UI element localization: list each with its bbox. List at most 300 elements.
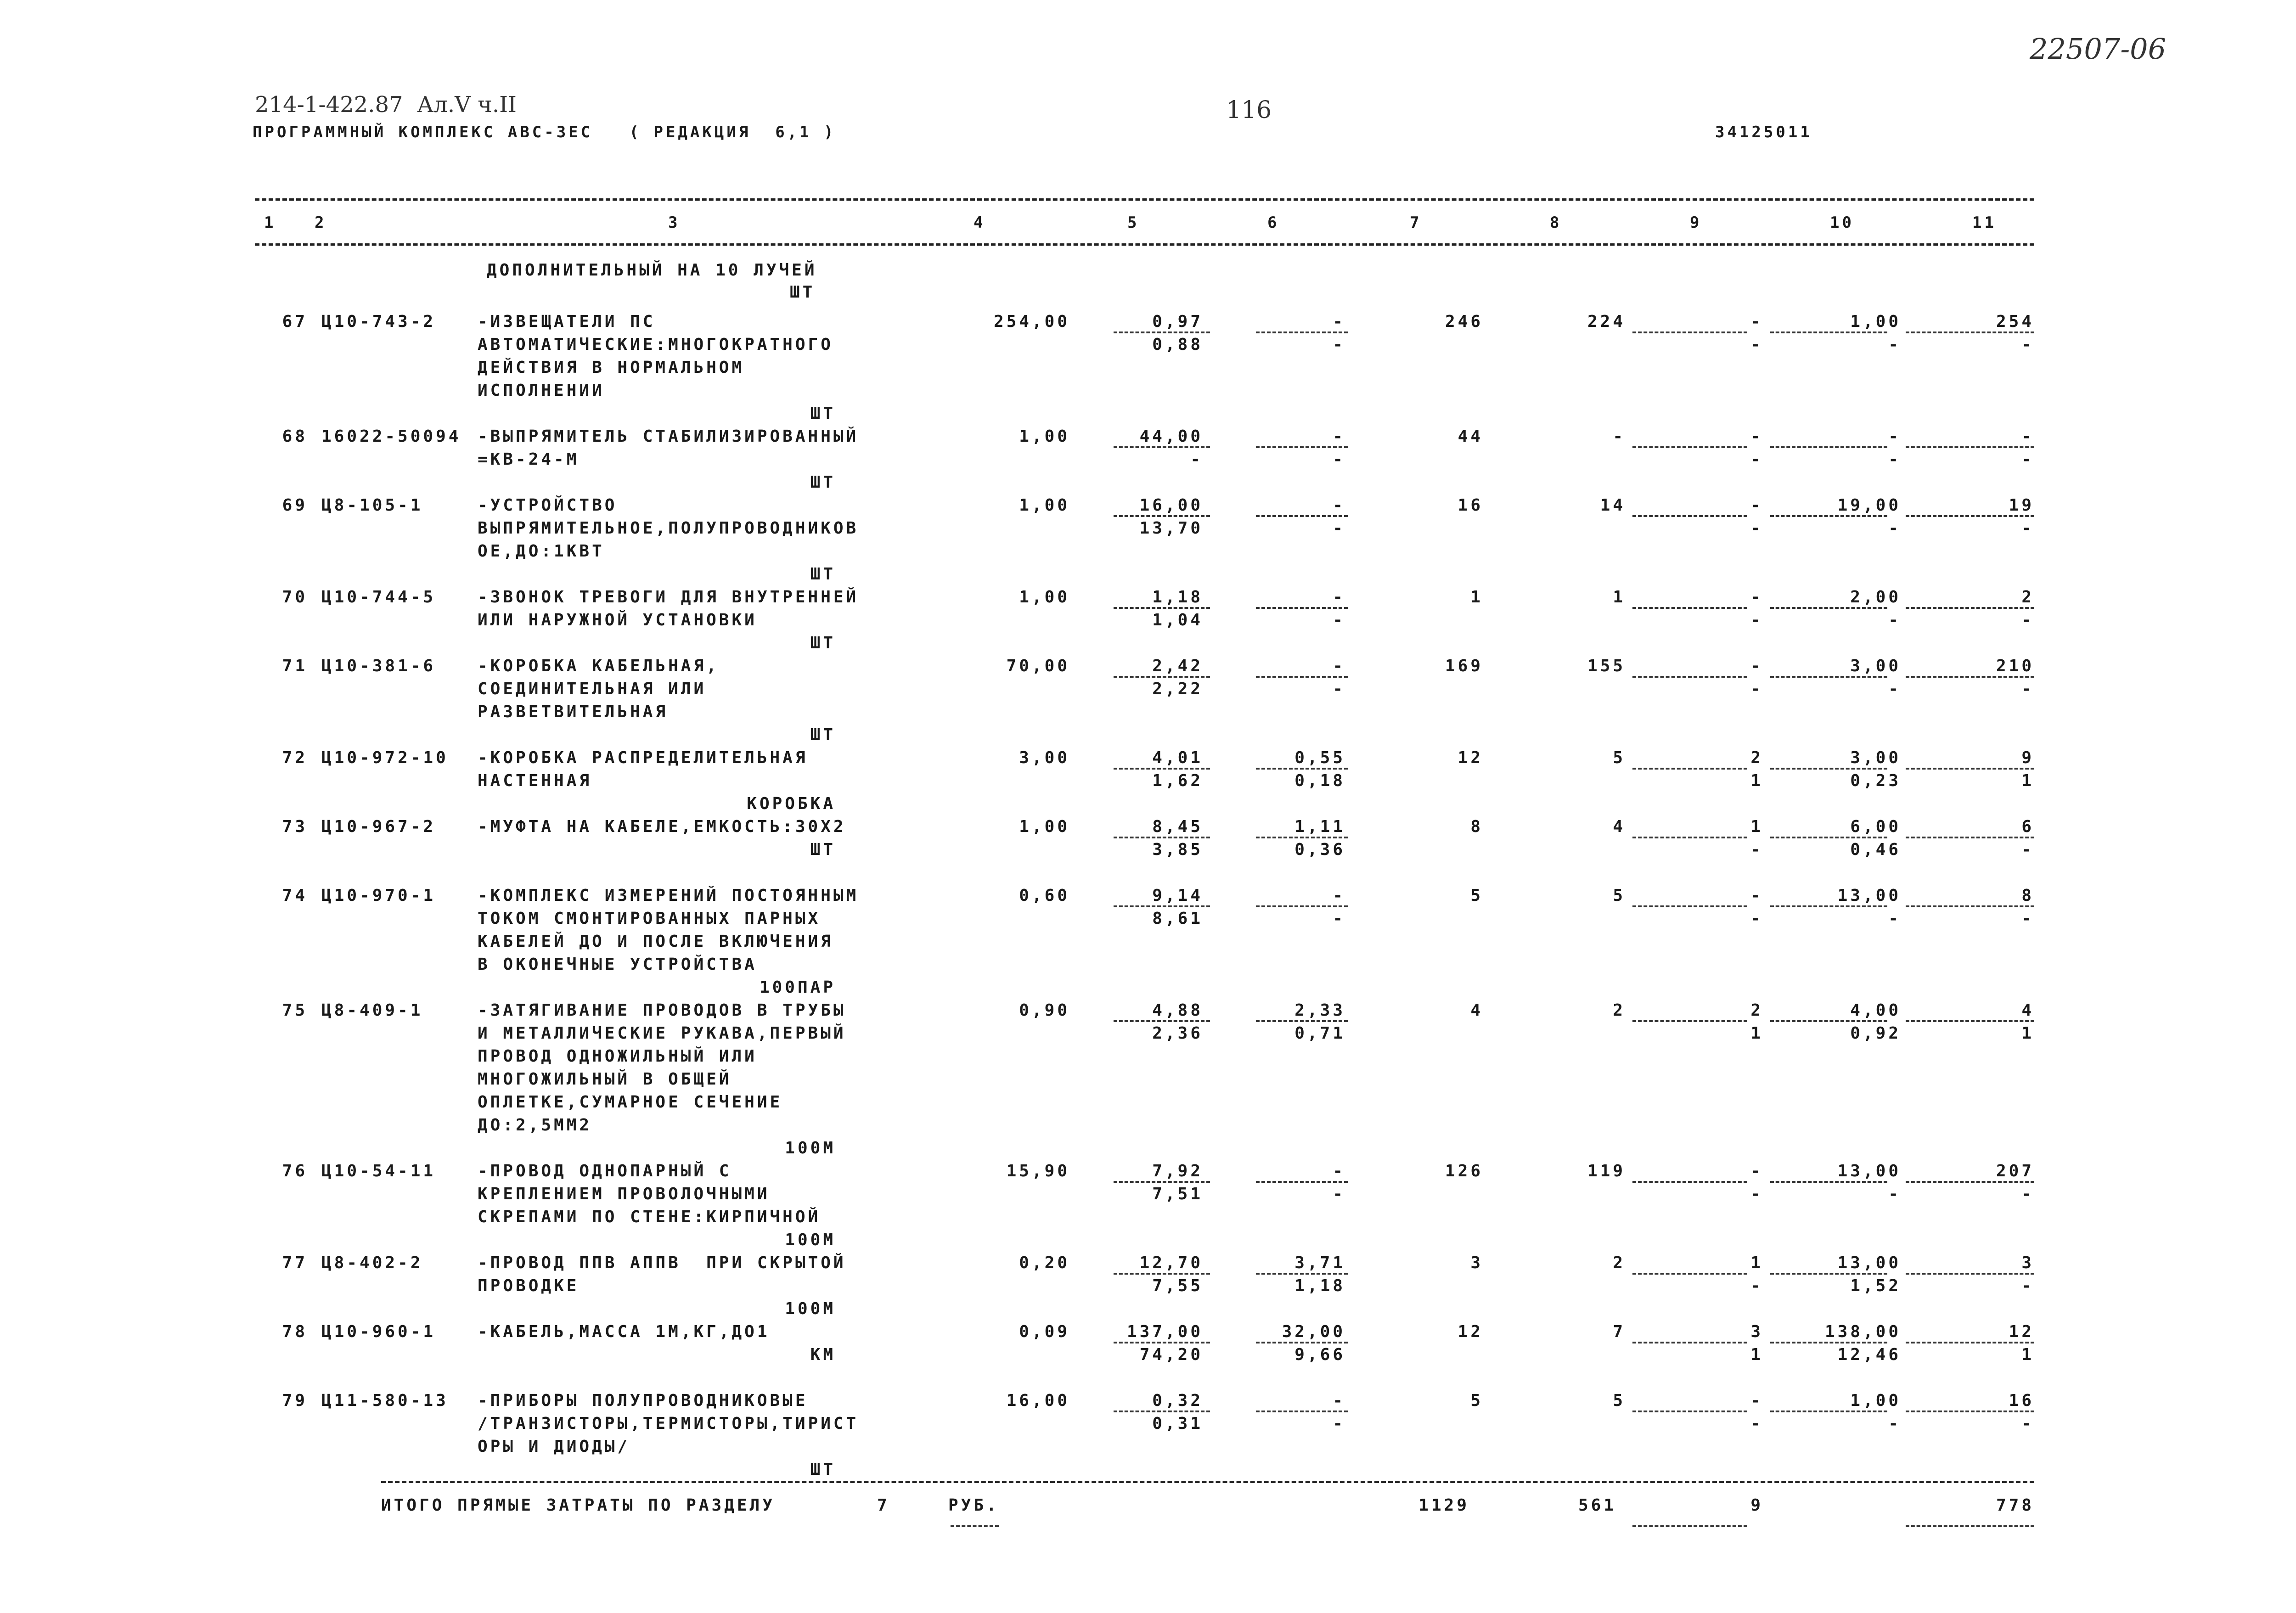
row-description-line: ОПЛЕТКЕ,СУМАРНОЕ СЕЧЕНИЕ bbox=[478, 1093, 783, 1112]
col10-rule bbox=[1770, 676, 1887, 678]
col11-value: 207 bbox=[1996, 1162, 2034, 1180]
col11-sub-value: - bbox=[2021, 1276, 2034, 1295]
col4-quantity: 3,00 bbox=[1019, 748, 1070, 767]
col6-sub-value: 9,66 bbox=[1294, 1345, 1345, 1364]
col9-sub-value: - bbox=[1750, 450, 1763, 469]
col10-value: 1,00 bbox=[1850, 1391, 1901, 1410]
col5-sub-value: 1,04 bbox=[1152, 611, 1203, 629]
col5-rule bbox=[1114, 676, 1210, 678]
col5-sub-value: 7,55 bbox=[1152, 1276, 1203, 1295]
col7-value: 12 bbox=[1458, 1322, 1483, 1341]
row-description-line: ИЛИ НАРУЖНОЙ УСТАНОВКИ bbox=[478, 611, 757, 629]
col10-sub-value: 0,23 bbox=[1850, 771, 1901, 790]
col11-sub-value: 1 bbox=[2021, 1024, 2034, 1043]
col8-value: 14 bbox=[1600, 496, 1626, 515]
row-code: Ц10-972-10 bbox=[321, 748, 449, 767]
col6-value: 0,55 bbox=[1294, 748, 1345, 767]
row-description-line: -ВЫПРЯМИТЕЛЬ СТАБИЛИЗИРОВАННЫЙ bbox=[478, 427, 859, 446]
col5-value: 4,01 bbox=[1152, 748, 1203, 767]
col8-value: 224 bbox=[1587, 312, 1626, 331]
col5-rule bbox=[1114, 837, 1210, 838]
row-number: 76 bbox=[282, 1162, 308, 1180]
col5-rule bbox=[1114, 332, 1210, 333]
col7-value: 3 bbox=[1470, 1253, 1483, 1272]
col11-sub-value: - bbox=[2021, 1414, 2034, 1433]
row-number: 72 bbox=[282, 748, 308, 767]
col9-value: - bbox=[1750, 657, 1763, 675]
col11-value: 9 bbox=[2021, 748, 2034, 767]
col11-rule bbox=[1906, 768, 2034, 770]
total-currency-underline bbox=[951, 1525, 999, 1527]
total-col9: 9 bbox=[1750, 1496, 1763, 1515]
col5-sub-value: 0,88 bbox=[1152, 335, 1203, 354]
col11-value: 6 bbox=[2021, 817, 2034, 836]
col4-quantity: 1,00 bbox=[1019, 817, 1070, 836]
col6-rule bbox=[1256, 1411, 1348, 1412]
col11-value: 4 bbox=[2021, 1001, 2034, 1020]
col10-sub-value: - bbox=[1888, 611, 1901, 629]
col9-value: 1 bbox=[1750, 1253, 1763, 1272]
col9-rule bbox=[1632, 676, 1747, 678]
col9-rule bbox=[1632, 607, 1747, 609]
col6-sub-value: 1,18 bbox=[1294, 1276, 1345, 1295]
col10-sub-value: - bbox=[1888, 519, 1901, 538]
col11-value: 8 bbox=[2021, 886, 2034, 905]
col5-sub-value: 74,20 bbox=[1139, 1345, 1203, 1364]
col7-value: 12 bbox=[1458, 748, 1483, 767]
col10-value: 1,00 bbox=[1850, 312, 1901, 331]
row-unit: ШТ bbox=[810, 473, 836, 492]
row-description-line: ОРЫ И ДИОДЫ/ bbox=[478, 1437, 630, 1456]
col9-rule bbox=[1632, 1342, 1747, 1343]
col11-rule bbox=[1906, 1020, 2034, 1022]
col8-value: 5 bbox=[1613, 1391, 1626, 1410]
col11-sub-value: - bbox=[2021, 680, 2034, 698]
col11-rule bbox=[1906, 446, 2034, 448]
col5-value: 4,88 bbox=[1152, 1001, 1203, 1020]
col11-rule bbox=[1906, 837, 2034, 838]
col5-rule bbox=[1114, 607, 1210, 609]
col11-rule bbox=[1906, 332, 2034, 333]
row-description-line: ПРОВОДКЕ bbox=[478, 1276, 580, 1295]
col6-rule bbox=[1256, 446, 1348, 448]
col4-quantity: 0,90 bbox=[1019, 1001, 1070, 1020]
col9-value: - bbox=[1750, 427, 1763, 446]
col9-sub-value: - bbox=[1750, 1414, 1763, 1433]
col10-value: - bbox=[1888, 427, 1901, 446]
row-description-line: -КОРОБКА РАСПРЕДЕЛИТЕЛЬНАЯ bbox=[478, 748, 808, 767]
row-unit: КОРОБКА bbox=[747, 794, 836, 813]
col5-rule bbox=[1114, 768, 1210, 770]
col5-rule bbox=[1114, 515, 1210, 517]
col10-rule bbox=[1770, 905, 1887, 907]
col11-rule bbox=[1906, 1273, 2034, 1275]
row-number: 69 bbox=[282, 496, 308, 515]
col8-value: 5 bbox=[1613, 748, 1626, 767]
col9-sub-value: - bbox=[1750, 1276, 1763, 1295]
col11-rule bbox=[1906, 905, 2034, 907]
row-description-line: ДО:2,5ММ2 bbox=[478, 1116, 592, 1135]
column-header-4: 4 bbox=[974, 214, 986, 232]
row-unit: ШТ bbox=[810, 1460, 836, 1479]
col9-sub-value: - bbox=[1750, 909, 1763, 928]
col8-value: 119 bbox=[1587, 1162, 1626, 1180]
row-code: Ц10-381-6 bbox=[321, 657, 436, 675]
col9-sub-value: - bbox=[1750, 840, 1763, 859]
col9-sub-value: - bbox=[1750, 680, 1763, 698]
col7-value: 44 bbox=[1458, 427, 1483, 446]
page-number: 116 bbox=[1226, 96, 1272, 124]
column-header-3: 3 bbox=[668, 214, 681, 232]
col11-rule bbox=[1906, 1342, 2034, 1343]
col4-quantity: 1,00 bbox=[1019, 588, 1070, 607]
row-code: Ц8-409-1 bbox=[321, 1001, 423, 1020]
col6-value: - bbox=[1333, 1391, 1345, 1410]
col4-quantity: 0,20 bbox=[1019, 1253, 1070, 1272]
col4-quantity: 1,00 bbox=[1019, 427, 1070, 446]
col6-rule bbox=[1256, 1273, 1348, 1275]
col4-quantity: 0,09 bbox=[1019, 1322, 1070, 1341]
col11-sub-value: - bbox=[2021, 335, 2034, 354]
col6-rule bbox=[1256, 607, 1348, 609]
row-code: 16022-50094 bbox=[321, 427, 461, 446]
col10-value: 13,00 bbox=[1837, 886, 1901, 905]
col9-rule bbox=[1632, 1273, 1747, 1275]
col4-quantity: 70,00 bbox=[1006, 657, 1070, 675]
col10-sub-value: 0,92 bbox=[1850, 1024, 1901, 1043]
col5-sub-value: 2,36 bbox=[1152, 1024, 1203, 1043]
col9-rule bbox=[1632, 446, 1747, 448]
row-number: 77 bbox=[282, 1253, 308, 1272]
col11-value: 254 bbox=[1996, 312, 2034, 331]
col5-sub-value: 1,62 bbox=[1152, 771, 1203, 790]
col10-rule bbox=[1770, 1342, 1887, 1343]
row-number: 73 bbox=[282, 817, 308, 836]
col6-sub-value: - bbox=[1333, 680, 1345, 698]
corner-handwritten-note: 22507-06 bbox=[2030, 32, 2167, 66]
col9-value: 1 bbox=[1750, 817, 1763, 836]
column-header-10: 10 bbox=[1830, 214, 1854, 232]
col5-sub-value: 2,22 bbox=[1152, 680, 1203, 698]
row-code: Ц8-105-1 bbox=[321, 496, 423, 515]
col11-sub-value: 1 bbox=[2021, 1345, 2034, 1364]
row-code: Ц10-967-2 bbox=[321, 817, 436, 836]
row-description-line: ИСПОЛНЕНИИ bbox=[478, 381, 605, 400]
col11-value: 2 bbox=[2021, 588, 2034, 607]
col4-quantity: 1,00 bbox=[1019, 496, 1070, 515]
col9-rule bbox=[1632, 768, 1747, 770]
col11-rule bbox=[1906, 676, 2034, 678]
total-currency: РУБ. bbox=[948, 1496, 999, 1515]
col10-value: 4,00 bbox=[1850, 1001, 1901, 1020]
row-number: 67 bbox=[282, 312, 308, 331]
column-header-5: 5 bbox=[1127, 214, 1140, 232]
column-header-8: 8 bbox=[1550, 214, 1562, 232]
row-description-line: ПРОВОД ОДНОЖИЛЬНЫЙ ИЛИ bbox=[478, 1047, 757, 1066]
row-unit: ШТ bbox=[810, 404, 836, 423]
col9-sub-value: - bbox=[1750, 1185, 1763, 1203]
col6-sub-value: - bbox=[1333, 611, 1345, 629]
row-description-line: СОЕДИНИТЕЛЬНАЯ ИЛИ bbox=[478, 680, 707, 698]
carry-over-unit: ШТ bbox=[790, 283, 816, 302]
row-description-line: ДЕЙСТВИЯ В НОРМАЛЬНОМ bbox=[478, 358, 745, 377]
col5-value: 9,14 bbox=[1152, 886, 1203, 905]
col9-rule bbox=[1632, 905, 1747, 907]
col6-sub-value: - bbox=[1333, 519, 1345, 538]
col4-quantity: 0,60 bbox=[1019, 886, 1070, 905]
col5-value: 0,32 bbox=[1152, 1391, 1203, 1410]
col11-value: 210 bbox=[1996, 657, 2034, 675]
col9-value: 2 bbox=[1750, 748, 1763, 767]
col10-rule bbox=[1770, 607, 1887, 609]
row-code: Ц8-402-2 bbox=[321, 1253, 423, 1272]
col8-value: 4 bbox=[1613, 817, 1626, 836]
col6-rule bbox=[1256, 1181, 1348, 1183]
row-description-line: РАЗВЕТВИТЕЛЬНАЯ bbox=[478, 703, 669, 721]
col9-sub-value: 1 bbox=[1750, 771, 1763, 790]
col10-sub-value: - bbox=[1888, 1414, 1901, 1433]
col8-value: 2 bbox=[1613, 1001, 1626, 1020]
row-unit: 100М bbox=[785, 1139, 836, 1158]
col4-quantity: 16,00 bbox=[1006, 1391, 1070, 1410]
row-description-line: АВТОМАТИЧЕСКИЕ:МНОГОКРАТНОГО bbox=[478, 335, 833, 354]
col7-value: 8 bbox=[1470, 817, 1483, 836]
col11-rule bbox=[1906, 515, 2034, 517]
col6-rule bbox=[1256, 905, 1348, 907]
col11-sub-value: - bbox=[2021, 909, 2034, 928]
col7-value: 5 bbox=[1470, 1391, 1483, 1410]
col10-rule bbox=[1770, 1181, 1887, 1183]
col10-sub-value: - bbox=[1888, 450, 1901, 469]
col10-rule bbox=[1770, 515, 1887, 517]
row-number: 70 bbox=[282, 588, 308, 607]
col5-value: 1,18 bbox=[1152, 588, 1203, 607]
col9-value: - bbox=[1750, 588, 1763, 607]
row-description-line: =КВ-24-М bbox=[478, 450, 580, 469]
row-number: 78 bbox=[282, 1322, 308, 1341]
col10-sub-value: 0,46 bbox=[1850, 840, 1901, 859]
col6-value: - bbox=[1333, 1162, 1345, 1180]
col9-value: - bbox=[1750, 312, 1763, 331]
row-description-line: ТОКОМ СМОНТИРОВАННЫХ ПАРНЫХ bbox=[478, 909, 821, 928]
col8-value: 2 bbox=[1613, 1253, 1626, 1272]
col8-value: 155 bbox=[1587, 657, 1626, 675]
col6-sub-value: - bbox=[1333, 450, 1345, 469]
col6-value: - bbox=[1333, 886, 1345, 905]
col11-sub-value: - bbox=[2021, 840, 2034, 859]
col11-value: 16 bbox=[2009, 1391, 2034, 1410]
column-header-1: 1 bbox=[264, 214, 276, 232]
col6-value: 1,11 bbox=[1294, 817, 1345, 836]
table-header-rule bbox=[255, 243, 2034, 246]
col6-sub-value: 0,71 bbox=[1294, 1024, 1345, 1043]
row-unit: 100ПАР bbox=[759, 978, 836, 997]
row-number: 68 bbox=[282, 427, 308, 446]
col5-value: 12,70 bbox=[1139, 1253, 1203, 1272]
col10-sub-value: - bbox=[1888, 909, 1901, 928]
total-section: 7 bbox=[877, 1496, 890, 1515]
col5-value: 44,00 bbox=[1139, 427, 1203, 446]
column-header-9: 9 bbox=[1690, 214, 1702, 232]
col6-rule bbox=[1256, 837, 1348, 838]
total-col11-underline bbox=[1906, 1525, 2034, 1527]
col11-sub-value: - bbox=[2021, 450, 2034, 469]
row-description-line: ВЫПРЯМИТЕЛЬНОЕ,ПОЛУПРОВОДНИКОВ bbox=[478, 519, 859, 538]
col9-sub-value: - bbox=[1750, 335, 1763, 354]
col10-sub-value: 12,46 bbox=[1837, 1345, 1901, 1364]
col7-value: 246 bbox=[1445, 312, 1483, 331]
total-col8: 561 bbox=[1578, 1496, 1616, 1515]
col9-sub-value: - bbox=[1750, 519, 1763, 538]
col10-value: 13,00 bbox=[1837, 1162, 1901, 1180]
col10-rule bbox=[1770, 1411, 1887, 1412]
col8-value: 1 bbox=[1613, 588, 1626, 607]
col7-value: 4 bbox=[1470, 1001, 1483, 1020]
total-top-rule bbox=[381, 1481, 2034, 1483]
col7-value: 5 bbox=[1470, 886, 1483, 905]
col6-value: - bbox=[1333, 312, 1345, 331]
column-header-11: 11 bbox=[1972, 214, 1997, 232]
col9-value: - bbox=[1750, 886, 1763, 905]
col4-quantity: 15,90 bbox=[1006, 1162, 1070, 1180]
row-description-line: -ЗАТЯГИВАНИЕ ПРОВОДОВ В ТРУБЫ bbox=[478, 1001, 846, 1020]
row-description-line: КАБЕЛЕЙ ДО И ПОСЛЕ ВКЛЮЧЕНИЯ bbox=[478, 932, 833, 951]
row-description-line: -КОМПЛЕКС ИЗМЕРЕНИЙ ПОСТОЯННЫМ bbox=[478, 886, 859, 905]
column-header-2: 2 bbox=[315, 214, 327, 232]
col8-value: - bbox=[1613, 427, 1626, 446]
col9-rule bbox=[1632, 515, 1747, 517]
col6-rule bbox=[1256, 1020, 1348, 1022]
col10-rule bbox=[1770, 446, 1887, 448]
col6-sub-value: - bbox=[1333, 1414, 1345, 1433]
col6-rule bbox=[1256, 1342, 1348, 1343]
col10-value: 19,00 bbox=[1837, 496, 1901, 515]
row-description-line: -КАБЕЛЬ,МАССА 1М,КГ,ДО1 bbox=[478, 1322, 770, 1341]
col5-rule bbox=[1114, 1411, 1210, 1412]
row-number: 79 bbox=[282, 1391, 308, 1410]
col6-sub-value: - bbox=[1333, 335, 1345, 354]
col5-value: 16,00 bbox=[1139, 496, 1203, 515]
row-description-line: -ИЗВЕЩАТЕЛИ ПС bbox=[478, 312, 656, 331]
row-description-line: -ПРОВОД ОДНОПАРНЫЙ С bbox=[478, 1162, 732, 1180]
row-description-line: -ПРОВОД ППВ АППВ ПРИ СКРЫТОЙ bbox=[478, 1253, 846, 1272]
row-description-line: -МУФТА НА КАБЕЛЕ,ЕМКОСТЬ:30Х2 bbox=[478, 817, 846, 836]
col6-value: - bbox=[1333, 588, 1345, 607]
row-description-line: В ОКОНЕЧНЫЕ УСТРОЙСТВА bbox=[478, 955, 757, 974]
col6-value: - bbox=[1333, 427, 1345, 446]
col5-sub-value: 3,85 bbox=[1152, 840, 1203, 859]
col5-rule bbox=[1114, 1273, 1210, 1275]
col5-rule bbox=[1114, 1020, 1210, 1022]
col5-sub-value: 8,61 bbox=[1152, 909, 1203, 928]
col10-value: 3,00 bbox=[1850, 748, 1901, 767]
col6-value: - bbox=[1333, 496, 1345, 515]
col11-rule bbox=[1906, 1411, 2034, 1412]
col5-rule bbox=[1114, 905, 1210, 907]
row-number: 74 bbox=[282, 886, 308, 905]
col5-rule bbox=[1114, 1342, 1210, 1343]
col10-rule bbox=[1770, 1273, 1887, 1275]
col10-value: 3,00 bbox=[1850, 657, 1901, 675]
col6-rule bbox=[1256, 515, 1348, 517]
column-header-6: 6 bbox=[1267, 214, 1280, 232]
carry-over-text: ДОПОЛНИТЕЛЬНЫЙ НА 10 ЛУЧЕЙ bbox=[487, 261, 817, 280]
program-header: ПРОГРАММНЫЙ КОМПЛЕКС АВС-ЗЕС ( РЕДАКЦИЯ 6,1 ) bbox=[253, 123, 836, 141]
col5-sub-value: 7,51 bbox=[1152, 1185, 1203, 1203]
col10-sub-value: 1,52 bbox=[1850, 1276, 1901, 1295]
col10-rule bbox=[1770, 332, 1887, 333]
col9-sub-value: 1 bbox=[1750, 1024, 1763, 1043]
row-description-line: КРЕПЛЕНИЕМ ПРОВОЛОЧНЫМИ bbox=[478, 1185, 770, 1203]
total-label: ИТОГО ПРЯМЫЕ ЗАТРАТЫ ПО РАЗДЕЛУ bbox=[381, 1496, 775, 1515]
col11-value: 3 bbox=[2021, 1253, 2034, 1272]
col9-value: - bbox=[1750, 1391, 1763, 1410]
col5-value: 0,97 bbox=[1152, 312, 1203, 331]
col10-value: 2,00 bbox=[1850, 588, 1901, 607]
total-col11: 778 bbox=[1996, 1496, 2034, 1515]
col11-value: - bbox=[2021, 427, 2034, 446]
row-number: 71 bbox=[282, 657, 308, 675]
row-description-line: -КОРОБКА КАБЕЛЬНАЯ, bbox=[478, 657, 719, 675]
col9-value: 2 bbox=[1750, 1001, 1763, 1020]
col9-rule bbox=[1632, 1411, 1747, 1412]
col10-sub-value: - bbox=[1888, 680, 1901, 698]
row-unit: ШТ bbox=[810, 840, 836, 859]
col5-sub-value: - bbox=[1190, 450, 1203, 469]
col5-value: 137,00 bbox=[1126, 1322, 1203, 1341]
col8-value: 7 bbox=[1613, 1322, 1626, 1341]
row-code: Ц10-960-1 bbox=[321, 1322, 436, 1341]
row-description-line: СКРЕПАМИ ПО СТЕНЕ:КИРПИЧНОЙ bbox=[478, 1208, 821, 1226]
col9-rule bbox=[1632, 1181, 1747, 1183]
row-code: Ц10-970-1 bbox=[321, 886, 436, 905]
col11-sub-value: 1 bbox=[2021, 771, 2034, 790]
col6-sub-value: - bbox=[1333, 909, 1345, 928]
row-description-line: -УСТРОЙСТВО bbox=[478, 496, 618, 515]
row-unit: ШТ bbox=[810, 565, 836, 584]
row-description-line: И МЕТАЛЛИЧЕСКИЕ РУКАВА,ПЕРВЫЙ bbox=[478, 1024, 846, 1043]
col11-sub-value: - bbox=[2021, 611, 2034, 629]
col7-value: 126 bbox=[1445, 1162, 1483, 1180]
col10-rule bbox=[1770, 768, 1887, 770]
total-col9-underline bbox=[1632, 1525, 1747, 1527]
col5-value: 2,42 bbox=[1152, 657, 1203, 675]
col11-sub-value: - bbox=[2021, 519, 2034, 538]
col10-value: 138,00 bbox=[1824, 1322, 1901, 1341]
row-unit: 100М bbox=[785, 1231, 836, 1249]
col7-value: 169 bbox=[1445, 657, 1483, 675]
table-top-rule bbox=[255, 198, 2034, 201]
col9-rule bbox=[1632, 332, 1747, 333]
col5-rule bbox=[1114, 446, 1210, 448]
col8-value: 5 bbox=[1613, 886, 1626, 905]
col6-sub-value: 0,18 bbox=[1294, 771, 1345, 790]
col5-value: 8,45 bbox=[1152, 817, 1203, 836]
col5-value: 7,92 bbox=[1152, 1162, 1203, 1180]
column-header-7: 7 bbox=[1410, 214, 1422, 232]
col4-quantity: 254,00 bbox=[993, 312, 1070, 331]
row-code: Ц10-54-11 bbox=[321, 1162, 436, 1180]
col9-value: - bbox=[1750, 1162, 1763, 1180]
col6-sub-value: 0,36 bbox=[1294, 840, 1345, 859]
row-description-line: -ПРИБОРЫ ПОЛУПРОВОДНИКОВЫЕ bbox=[478, 1391, 808, 1410]
col9-rule bbox=[1632, 837, 1747, 838]
col10-value: 6,00 bbox=[1850, 817, 1901, 836]
col6-value: 2,33 bbox=[1294, 1001, 1345, 1020]
row-code: Ц10-744-5 bbox=[321, 588, 436, 607]
col10-rule bbox=[1770, 837, 1887, 838]
col10-rule bbox=[1770, 1020, 1887, 1022]
